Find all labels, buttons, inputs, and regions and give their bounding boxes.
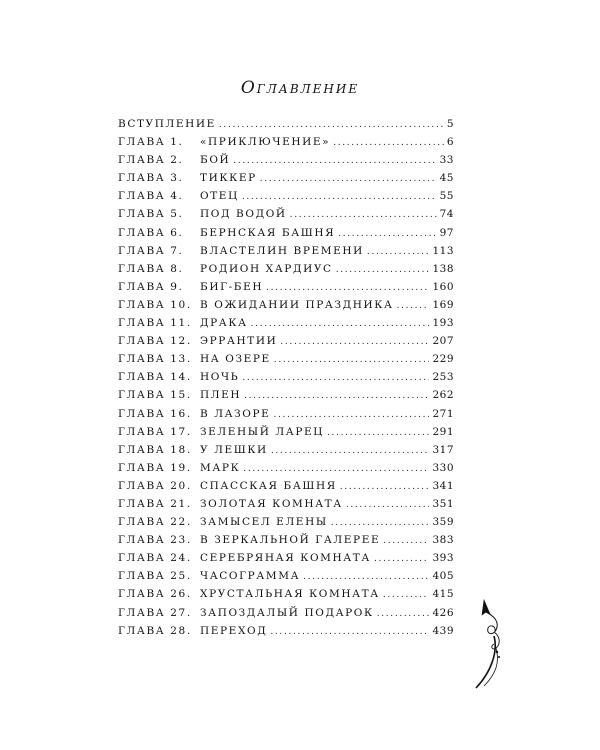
toc-chapter-label: ГЛАВА 12. [118,335,192,348]
toc-entry-title: В ЛАЗОРЕ [200,407,271,420]
toc-page-number: 113 [432,244,454,257]
toc-page-number: 229 [432,353,454,366]
toc-entry [118,281,454,299]
toc-entry-title: ПЛЕН [200,389,242,402]
page-title: Оглавление [240,78,360,98]
toc-dot-leader [266,283,429,293]
toc-entry [118,389,454,407]
toc-entry [118,172,454,190]
toc-chapter-label: ГЛАВА 22. [118,516,192,529]
table-of-contents [118,118,454,643]
toc-dot-leader [333,138,444,148]
toc-page-number: 359 [432,516,454,529]
toc-entry [118,444,454,462]
toc-dot-leader [251,319,430,329]
toc-entry-title: ОТЕЦ [200,190,239,203]
toc-chapter-label: ГЛАВА 19. [118,461,192,474]
toc-page-number: 415 [432,588,454,601]
toc-entry [118,245,454,263]
toc-chapter-label: ГЛАВА 28. [118,624,192,637]
toc-page-number: 97 [439,226,454,239]
toc-chapter-label: ГЛАВА 6. [118,226,184,239]
toc-chapter-label: ГЛАВА 9. [118,280,184,293]
toc-dot-leader [383,590,430,600]
toc-entry [118,299,454,317]
toc-chapter-label: ГЛАВА 2. [118,154,184,167]
toc-chapter-label: ГЛАВА 23. [118,534,192,547]
toc-chapter-label: ГЛАВА 5. [118,208,184,221]
toc-dot-leader [377,609,430,619]
toc-entry [118,263,454,281]
toc-page-number: 426 [432,606,454,619]
toc-entry [118,317,454,335]
toc-entry [118,118,454,136]
toc-page-number: 393 [432,552,454,565]
toc-page-number: 33 [439,154,454,167]
toc-entry-title: «ПРИКЛЮЧЕНИЕ» [200,136,331,149]
toc-chapter-label: ГЛАВА 15. [118,389,192,402]
toc-entry [118,607,454,625]
toc-chapter-label: ГЛАВА 8. [118,262,184,275]
toc-entry [118,227,454,245]
toc-page-number: 351 [432,497,454,510]
toc-dot-leader [336,265,430,275]
toc-entry [118,335,454,353]
toc-dot-leader [260,174,437,184]
toc-page-number: 55 [439,190,454,203]
toc-page-number: 317 [432,443,454,456]
toc-dot-leader [290,210,437,220]
toc-chapter-label: ГЛАВА 20. [118,479,192,492]
toc-entry [118,516,454,534]
toc-page-number: 291 [432,425,454,438]
toc-entry-title: НОЧЬ [200,371,240,384]
toc-page-number: 330 [432,461,454,474]
toc-page-number: 271 [432,407,454,420]
toc-entry [118,426,454,444]
toc-entry-title: ВСТУПЛЕНИЕ [118,118,216,130]
toc-entry [118,208,454,226]
toc-dot-leader [233,156,436,166]
toc-page-number: 45 [439,172,454,185]
toc-dot-leader [338,229,436,239]
toc-chapter-label: ГЛАВА 1. [118,136,184,149]
clock-hand-ornament-icon [470,596,510,696]
toc-chapter-label: ГЛАВА 24. [118,552,192,565]
toc-dot-leader [270,627,429,637]
toc-dot-leader [243,464,429,474]
toc-entry-title: У ЛЕШКИ [200,443,268,456]
toc-entry-title: БИГ-БЕН [200,280,264,293]
toc-entry-title: ЗАПОЗДАЛЫЙ ПОДАРОК [200,606,374,619]
toc-chapter-label: ГЛАВА 21. [118,497,192,510]
toc-chapter-label: ГЛАВА 14. [118,371,192,384]
toc-chapter-label: ГЛАВА 10. [118,298,192,311]
toc-entry-title: БОЙ [200,154,231,167]
toc-dot-leader [244,391,429,401]
toc-dot-leader [219,120,444,130]
toc-chapter-label: ГЛАВА 3. [118,172,184,185]
toc-entry [118,570,454,588]
toc-entry-title: БЕРНСКАЯ БАШНЯ [200,226,336,239]
toc-dot-leader [242,373,429,383]
toc-chapter-label: ГЛАВА 13. [118,353,192,366]
toc-dot-leader [340,482,430,492]
toc-entry [118,625,454,643]
toc-page-number: 262 [432,389,454,402]
toc-entry [118,190,454,208]
toc-entry [118,498,454,516]
toc-entry-title: ДРАКА [200,317,248,330]
toc-page-number: 405 [432,570,454,583]
toc-dot-leader [303,572,429,582]
toc-dot-leader [367,247,430,257]
toc-entry-title: НА ОЗЕРЕ [200,353,271,366]
toc-entry [118,534,454,552]
toc-entry-title: В ОЖИДАНИИ ПРАЗДНИКА [200,298,394,311]
toc-entry [118,408,454,426]
toc-page-number: 207 [432,335,454,348]
toc-page-number: 138 [432,262,454,275]
toc-entry-title: ПЕРЕХОД [200,624,268,637]
toc-entry-title: МАРК [200,461,241,474]
toc-entry-title: СЕРЕБРЯНАЯ КОМНАТА [200,552,371,565]
toc-entry [118,588,454,606]
toc-chapter-label: ГЛАВА 25. [118,570,192,583]
toc-page-number: 160 [432,280,454,293]
toc-entry-title: РОДИОН ХАРДИУС [200,262,333,275]
toc-chapter-label: ГЛАВА 7. [118,244,184,257]
toc-dot-leader [331,518,430,528]
toc-page-number: 74 [439,208,454,221]
toc-entry [118,552,454,570]
toc-chapter-label: ГЛАВА 27. [118,606,192,619]
toc-dot-leader [280,337,429,347]
toc-dot-leader [242,192,437,202]
toc-entry-title: ЗЕЛЕНЫЙ ЛАРЕЦ [200,425,325,438]
toc-page-number: 169 [432,298,454,311]
toc-dot-leader [383,536,429,546]
toc-page-number: 341 [432,479,454,492]
toc-dot-leader [327,428,429,438]
toc-entry-title: ПОД ВОДОЙ [200,208,287,221]
toc-entry-title: СПАССКАЯ БАШНЯ [200,479,337,492]
toc-chapter-label: ГЛАВА 4. [118,190,184,203]
toc-entry [118,480,454,498]
toc-dot-leader [271,446,430,456]
toc-page-number: 383 [432,534,454,547]
toc-dot-leader [274,355,430,365]
toc-chapter-label: ГЛАВА 11. [118,317,192,330]
toc-chapter-label: ГЛАВА 17. [118,425,192,438]
toc-entry-title: ХРУСТАЛЬНАЯ КОМНАТА [200,588,380,601]
toc-chapter-label: ГЛАВА 16. [118,407,192,420]
toc-entry-title: ЗАМЫСЕЛ ЕЛЕНЫ [200,516,328,529]
toc-dot-leader [374,554,429,564]
toc-entry-title: ТИККЕР [200,172,257,185]
toc-entry [118,353,454,371]
toc-entry-title: ВЛАСТЕЛИН ВРЕМЕНИ [200,244,364,257]
toc-page-number: 253 [432,371,454,384]
toc-page-number: 193 [432,317,454,330]
toc-page-number: 6 [446,136,454,149]
toc-entry-title: ЭРРАНТИИ [200,335,278,348]
toc-page-number: 5 [446,118,454,130]
toc-dot-leader [397,301,430,311]
toc-dot-leader [346,500,430,510]
toc-entry-title: ЗОЛОТАЯ КОМНАТА [200,497,343,510]
toc-entry-title: ЧАСОГРАММА [200,570,301,583]
toc-dot-leader [273,410,429,420]
toc-page-number: 439 [432,624,454,637]
toc-entry-title: В ЗЕРКАЛЬНОЙ ГАЛЕРЕЕ [200,534,381,547]
toc-entry [118,462,454,480]
toc-entry [118,154,454,172]
toc-entry [118,371,454,389]
toc-chapter-label: ГЛАВА 18. [118,443,192,456]
toc-entry [118,136,454,154]
toc-chapter-label: ГЛАВА 26. [118,588,192,601]
